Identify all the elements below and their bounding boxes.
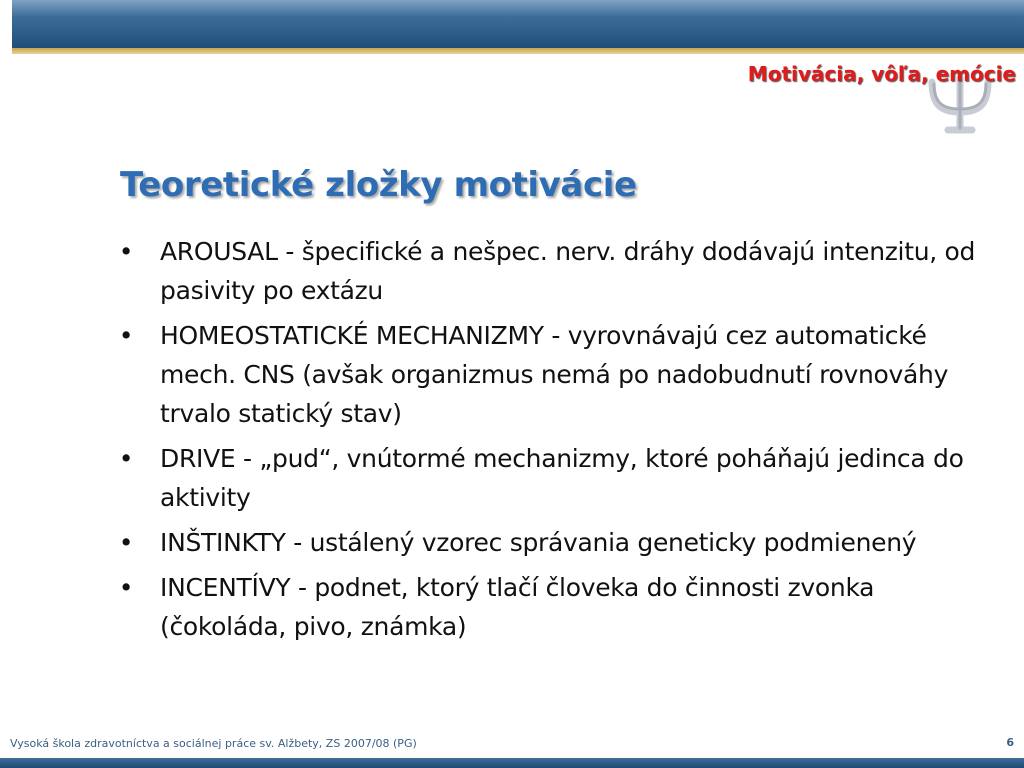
bullet-item-drive [116,439,996,517]
bullet-icon: • [118,237,134,266]
bullet-text: INCENTÍVY - podnet, ktorý tlačí človeka do činnosti zvonka (čokoláda, pivo, známka) [160,573,875,641]
bullet-icon: • [118,573,134,602]
bullet-list [116,232,996,652]
bullet-icon: • [118,444,134,473]
bullet-icon: • [118,528,134,557]
bullet-text: AROUSAL - špecifické a nešpec. nerv. dráhy dodávajú intenzitu, od pasivity po extázu [160,237,976,305]
bullet-item-arousal [116,232,996,310]
footer-band [0,758,1024,768]
page-number: 6 [1006,736,1014,749]
slide-title: Teoretické zložky motivácie [120,165,637,205]
header-band [0,0,1024,48]
bullet-item-incentives [116,568,996,646]
bullet-item-instincts [116,523,996,562]
bullet-text: HOMEOSTATICKÉ MECHANIZMY - vyrovnávajú cez automatické mech. CNS (avšak organizmus nemá po nadobudnutí rovnováhy trvalo statický stav) [160,321,949,428]
section-title: Motivácia, vôľa, emócie [747,62,1016,86]
header-accent-stripe [12,48,1024,54]
bullet-text: INŠTINKTY - ustálený vzorec správania geneticky podmienený [160,528,917,557]
footer-institution: Vysoká škola zdravotníctva a sociálnej práce sv. Alžbety, ZS 2007/08 (PG) [10,737,417,750]
bullet-item-homeostatic [116,316,996,433]
bullet-icon: • [118,321,134,350]
bullet-text: DRIVE - „pud“, vnútormé mechanizmy, ktoré poháňajú jedinca do aktivity [160,444,964,512]
